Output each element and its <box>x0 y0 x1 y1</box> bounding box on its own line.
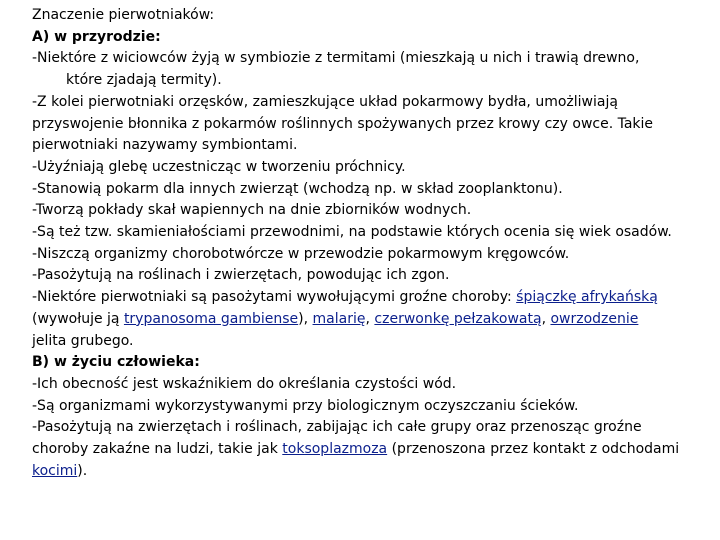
item-9-mid-2: ), <box>298 310 313 327</box>
section-b-item-2: -Są organizmami wykorzystywanymi przy biologicznym oczyszczaniu ścieków. <box>32 397 579 414</box>
page-title: Znaczenie pierwotniaków: <box>32 7 215 23</box>
link-malaria[interactable]: malarię <box>312 310 366 327</box>
item-9-sep-1: , <box>365 310 375 327</box>
link-toksoplazmoza[interactable]: toksoplazmoza <box>282 441 388 458</box>
section-b-heading: B) w życiu człowieka: <box>32 354 200 371</box>
section-b-item-3-line-1: -Pasożytują na zwierzętach i roślinach, zabijając ich całe grupy oraz przenosząc groźne <box>32 419 642 436</box>
section-a-heading: A) w przyrodzie: <box>32 28 161 45</box>
link-owrzodzenie[interactable]: owrzodzenie <box>550 310 639 327</box>
section-a-item-9-line-2 <box>32 309 702 331</box>
section-a-item-9-line-1 <box>32 287 702 309</box>
item-9-prefix: -Niektóre pierwotniaki są pasożytami wywołującymi groźne choroby: <box>32 289 517 306</box>
section-a-item-1-line-1: -Niektóre z wiciowców żyją w symbiozie z termitami (mieszkają u nich i trawią drewno, <box>32 50 640 67</box>
section-a-item-8: -Pasożytują na roślinach i zwierzętach, powodując ich zgon. <box>32 267 450 284</box>
section-b-item-3-line-3 <box>32 461 702 483</box>
item-9-mid-1: (wywołuje ją <box>32 310 124 327</box>
section-a-item-3: -Użyźniają glebę uczestnicząc w tworzeniu próchnicy. <box>32 158 406 175</box>
item-9-sep-2: , <box>541 310 551 327</box>
item-b3-end: ). <box>77 462 88 479</box>
section-a-item-2-line-3: pierwotniaki nazywamy symbiontami. <box>32 137 298 154</box>
section-a-item-2-line-2: przyswojenie błonnika z pokarmów roślinnych spożywanych przez krowy czy owce. Takie <box>32 115 654 132</box>
section-a-item-5: -Tworzą pokłady skał wapiennych na dnie zbiorników wodnych. <box>32 202 472 219</box>
section-b-item-1: -Ich obecność jest wskaźnikiem do określania czystości wód. <box>32 375 457 392</box>
section-a-item-6: -Są też tzw. skamieniałościami przewodnimi, na podstawie których ocenia się wiek osadów. <box>32 224 672 241</box>
section-a-item-7: -Niszczą organizmy chorobotwórcze w przewodzie pokarmowym kręgowców. <box>32 245 570 262</box>
section-b-item-3-line-2 <box>32 439 702 461</box>
section-a-item-4: -Stanowią pokarm dla innych zwierząt (wchodzą np. w skład zooplanktonu). <box>32 180 563 197</box>
section-a-item-1-line-2: które zjadają termity). <box>66 72 222 89</box>
document-body <box>32 5 702 482</box>
link-kocimi[interactable]: kocimi <box>32 462 78 479</box>
link-trypanosoma-gambiense[interactable]: trypanosoma gambiense <box>123 310 299 327</box>
section-a-item-9-line-3: jelita grubego. <box>32 332 134 349</box>
link-czerwonka-pelzakowata[interactable]: czerwonkę pełzakowatą <box>374 310 542 327</box>
item-b3-mid: (przenoszona przez kontakt z odchodami <box>387 441 680 458</box>
section-a-item-2-line-1: -Z kolei pierwotniaki orzęsków, zamieszkujące układ pokarmowy bydła, umożliwiają <box>32 93 618 110</box>
link-spiaczka-afrykanska[interactable]: śpiączkę afrykańską <box>516 289 658 306</box>
item-b3-prefix: choroby zakaźne na ludzi, takie jak <box>32 441 283 458</box>
